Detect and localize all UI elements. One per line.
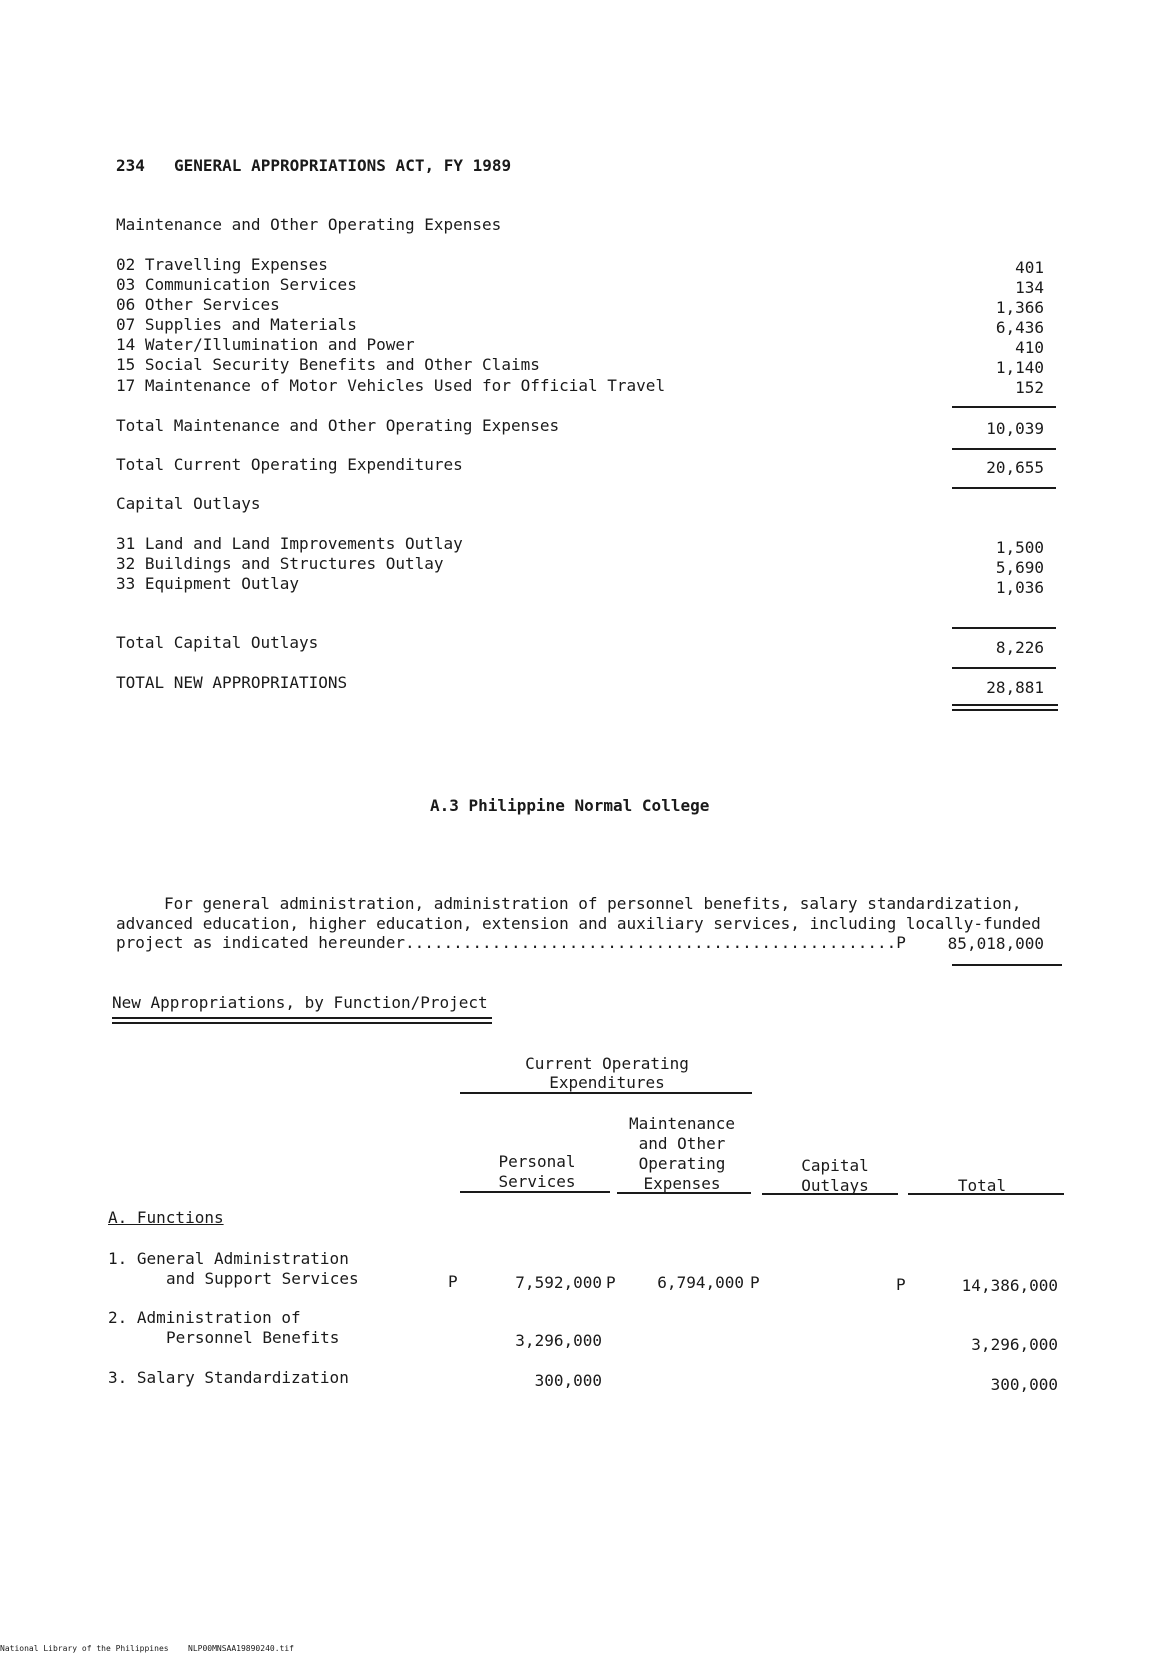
subheading: New Appropriations, by Function/Project xyxy=(112,993,488,1012)
rule xyxy=(952,627,1056,629)
mooe-item-label: 06 Other Services xyxy=(116,295,280,314)
mooe-item-label: 03 Communication Services xyxy=(116,275,357,294)
mooe-item-label: 17 Maintenance of Motor Vehicles Used for Official Travel xyxy=(116,376,666,395)
column-header: Capital xyxy=(801,1156,869,1175)
rule xyxy=(908,1193,1064,1195)
row-label: 3. Salary Standardization xyxy=(108,1368,349,1387)
rule xyxy=(460,1191,610,1193)
section-title: A.3 Philippine Normal College xyxy=(430,796,710,815)
column-header: Personal xyxy=(498,1152,576,1171)
mooe-item-value: 1,140 xyxy=(995,358,1044,377)
double-rule xyxy=(112,1017,492,1024)
cell-total: 3,296,000 xyxy=(971,1335,1058,1354)
paragraph-line-3: project as indicated hereunder...................................................P xyxy=(116,933,906,952)
capital-item-value: 5,690 xyxy=(995,558,1044,577)
new-appropriations-label: TOTAL NEW APPROPRIATIONS xyxy=(116,673,348,692)
peso-sign: P xyxy=(896,1275,906,1294)
cell-personal-services: 3,296,000 xyxy=(515,1331,602,1350)
capital-item-label: 31 Land and Land Improvements Outlay xyxy=(116,534,463,553)
row-label: and Support Services xyxy=(166,1269,359,1288)
mooe-item-label: 15 Social Security Benefits and Other Claims xyxy=(116,355,540,374)
column-header: Services xyxy=(498,1172,576,1191)
capital-item-label: 32 Buildings and Structures Outlay xyxy=(116,554,444,573)
mooe-heading: Maintenance and Other Operating Expenses xyxy=(116,215,502,234)
rule xyxy=(952,406,1056,408)
rule xyxy=(952,487,1056,489)
peso-sign: P xyxy=(606,1273,616,1292)
capital-item-label: 33 Equipment Outlay xyxy=(116,574,300,593)
footer-filename: NLP00MNSAA19890240.tif xyxy=(188,1644,294,1653)
column-header: Expenses xyxy=(643,1174,721,1193)
mooe-item-value: 401 xyxy=(1015,258,1044,277)
rule xyxy=(460,1092,752,1094)
peso-sign: P xyxy=(750,1273,760,1292)
column-header: Operating xyxy=(638,1154,726,1173)
rule xyxy=(952,667,1056,669)
row-label: Personnel Benefits xyxy=(166,1328,340,1347)
double-rule xyxy=(952,704,1058,711)
mooe-item-label: 07 Supplies and Materials xyxy=(116,315,357,334)
page-title: GENERAL APPROPRIATIONS ACT, FY 1989 xyxy=(174,156,512,175)
rule xyxy=(952,964,1062,966)
cell-total: 300,000 xyxy=(990,1375,1058,1394)
rule xyxy=(952,448,1056,450)
capital-total-label: Total Capital Outlays xyxy=(116,633,319,652)
column-header: Total xyxy=(957,1176,1007,1195)
current-total-label: Total Current Operating Expenditures xyxy=(116,455,463,474)
mooe-item-value: 6,436 xyxy=(995,318,1044,337)
new-appropriations-value: 28,881 xyxy=(986,678,1044,697)
capital-item-value: 1,036 xyxy=(995,578,1044,597)
capital-total-value: 8,226 xyxy=(995,638,1044,657)
group-header: Expenditures xyxy=(549,1073,665,1092)
column-header: Outlays xyxy=(801,1176,869,1195)
appropriation-amount: 85,018,000 xyxy=(947,934,1044,953)
page-number: 234 xyxy=(116,156,145,175)
cell-total: 14,386,000 xyxy=(961,1276,1058,1295)
rule xyxy=(617,1192,751,1194)
cell-personal-services: 7,592,000 xyxy=(515,1273,602,1292)
mooe-item-value: 1,366 xyxy=(995,298,1044,317)
rule xyxy=(762,1193,898,1195)
mooe-item-label: 02 Travelling Expenses xyxy=(116,255,328,274)
row-label: 1. General Administration xyxy=(108,1249,349,1268)
column-header: Maintenance xyxy=(629,1114,735,1133)
footer-library: National Library of the Philippines xyxy=(0,1644,169,1653)
paragraph-line-2: advanced education, higher education, extension and auxiliary services, including locally-funded xyxy=(116,914,1041,933)
capital-item-value: 1,500 xyxy=(995,538,1044,557)
cell-personal-services: 300,000 xyxy=(534,1371,602,1390)
row-label: 2. Administration of xyxy=(108,1308,301,1327)
column-header: and Other xyxy=(638,1134,726,1153)
current-total-value: 20,655 xyxy=(986,458,1044,477)
mooe-item-label: 14 Water/Illumination and Power xyxy=(116,335,415,354)
cell-mooe: 6,794,000 xyxy=(657,1273,744,1292)
mooe-item-value: 134 xyxy=(1015,278,1044,297)
mooe-total-value: 10,039 xyxy=(986,419,1044,438)
group-header: Current Operating xyxy=(525,1054,689,1073)
capital-heading: Capital Outlays xyxy=(116,494,261,513)
mooe-total-label: Total Maintenance and Other Operating Expenses xyxy=(116,416,560,435)
peso-sign: P xyxy=(448,1272,458,1291)
functions-label: A. Functions xyxy=(108,1208,224,1227)
paragraph-line-1: For general administration, administration of personnel benefits, salary standardization, xyxy=(164,894,1022,913)
mooe-item-value: 410 xyxy=(1015,338,1044,357)
mooe-item-value: 152 xyxy=(1015,378,1044,397)
